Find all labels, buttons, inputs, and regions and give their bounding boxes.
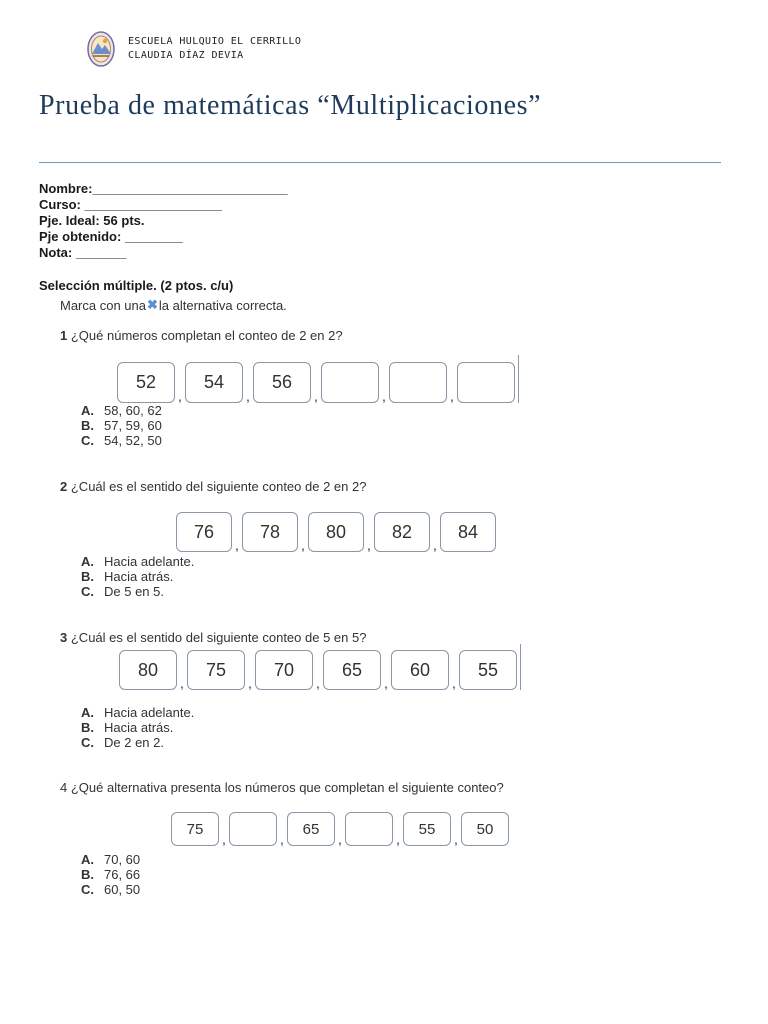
question-text: ¿Cuál es el sentido del siguiente conteo de 5 en 5? (70, 630, 367, 645)
options-2 (81, 554, 194, 599)
sequence-blank-box[interactable] (457, 362, 515, 403)
comma: , (433, 537, 437, 553)
question-number: 3 (60, 630, 68, 645)
instruction (60, 297, 287, 313)
option-b[interactable] (81, 720, 194, 735)
comma: , (301, 537, 305, 553)
question-number: 2 (60, 479, 68, 494)
option-c[interactable] (81, 584, 194, 599)
sequence-box: 65 (323, 650, 381, 690)
field-puntaje-ideal: Pje. Ideal: 56 pts. (39, 213, 145, 228)
option-text: 70, 60 (104, 852, 141, 867)
option-c[interactable] (81, 882, 140, 897)
school-logo-icon (86, 30, 116, 68)
number-sequence (176, 510, 496, 552)
sequence-box: 65 (287, 812, 335, 846)
option-text: Hacia adelante. (104, 705, 195, 720)
comma: , (246, 388, 250, 404)
option-a[interactable] (81, 705, 194, 720)
option-text: Hacia atrás. (104, 569, 174, 584)
option-letter: C. (81, 882, 94, 897)
instruction-text-before: Marca con una (60, 297, 146, 313)
number-sequence (171, 810, 509, 846)
field-curso[interactable]: Curso: ___________________ (39, 197, 222, 212)
field-puntaje-obtenido[interactable]: Pje obtenido: ________ (39, 229, 183, 244)
title-divider (39, 162, 721, 163)
question-number: 4 (60, 780, 68, 795)
option-a[interactable] (81, 852, 140, 867)
question-text: ¿Cuál es el sentido del siguiente conteo de 2 en 2? (70, 479, 367, 494)
comma: , (338, 831, 342, 847)
comma: , (452, 675, 456, 691)
option-b[interactable] (81, 867, 140, 882)
comma: , (396, 831, 400, 847)
question-2 (60, 479, 366, 494)
field-nota[interactable]: Nota: _______ (39, 245, 127, 260)
option-letter: B. (81, 867, 94, 882)
sequence-box: 75 (187, 650, 245, 690)
number-sequence (119, 644, 521, 690)
sequence-blank-box[interactable] (229, 812, 277, 846)
option-text: 57, 59, 60 (104, 418, 162, 433)
option-text: De 2 en 2. (104, 735, 164, 750)
number-sequence (117, 355, 519, 403)
field-nombre[interactable]: Nombre:___________________________ (39, 181, 288, 196)
question-number: 1 (60, 328, 68, 343)
comma: , (178, 388, 182, 404)
comma: , (314, 388, 318, 404)
sequence-box: 78 (242, 512, 298, 552)
option-letter: A. (81, 403, 94, 418)
option-letter: C. (81, 584, 94, 599)
options-1 (81, 403, 162, 448)
option-b[interactable] (81, 569, 194, 584)
sequence-box: 70 (255, 650, 313, 690)
section-title: Selección múltiple. (2 ptos. c/u) (39, 278, 234, 293)
sequence-blank-box[interactable] (345, 812, 393, 846)
comma: , (382, 388, 386, 404)
sequence-box: 82 (374, 512, 430, 552)
sequence-box: 56 (253, 362, 311, 403)
option-c[interactable] (81, 433, 162, 448)
comma: , (384, 675, 388, 691)
sequence-box: 75 (171, 812, 219, 846)
comma: , (367, 537, 371, 553)
option-letter: A. (81, 705, 94, 720)
option-letter: B. (81, 720, 94, 735)
comma: , (235, 537, 239, 553)
student-fields (39, 181, 288, 261)
teacher-name: CLAUDIA DÍAZ DEVIA (128, 50, 244, 61)
comma: , (450, 388, 454, 404)
comma: , (180, 675, 184, 691)
sequence-box: 60 (391, 650, 449, 690)
sequence-box: 80 (308, 512, 364, 552)
options-3 (81, 705, 194, 750)
option-text: 54, 52, 50 (104, 433, 162, 448)
school-header (86, 30, 301, 68)
question-text: ¿Qué alternativa presenta los números que completan el siguiente conteo? (70, 780, 504, 795)
comma: , (222, 831, 226, 847)
sequence-box: 76 (176, 512, 232, 552)
option-a[interactable] (81, 403, 162, 418)
option-letter: B. (81, 569, 94, 584)
sequence-box: 80 (119, 650, 177, 690)
page-title: Prueba de matemáticas “Multiplicaciones” (39, 90, 542, 121)
sequence-box: 84 (440, 512, 496, 552)
sequence-box: 55 (459, 650, 517, 690)
option-text: Hacia adelante. (104, 554, 195, 569)
comma: , (454, 831, 458, 847)
option-letter: A. (81, 852, 94, 867)
option-b[interactable] (81, 418, 162, 433)
sequence-blank-box[interactable] (389, 362, 447, 403)
options-4 (81, 852, 140, 897)
sequence-blank-box[interactable] (321, 362, 379, 403)
question-4 (60, 780, 504, 795)
comma: , (248, 675, 252, 691)
option-letter: B. (81, 418, 94, 433)
x-mark-icon: ✖ (147, 297, 158, 312)
option-c[interactable] (81, 735, 194, 750)
option-text: Hacia atrás. (104, 720, 174, 735)
sequence-box: 52 (117, 362, 175, 403)
school-name: ESCUELA HULQUIO EL CERRILLO (128, 36, 302, 47)
sequence-box: 54 (185, 362, 243, 403)
instruction-text-after: la alternativa correcta. (158, 297, 287, 313)
comma: , (280, 831, 284, 847)
question-3 (60, 630, 366, 645)
question-text: ¿Qué números completan el conteo de 2 en 2? (70, 328, 343, 343)
option-text: De 5 en 5. (104, 584, 164, 599)
question-1 (60, 328, 343, 343)
option-text: 76, 66 (104, 867, 141, 882)
option-letter: A. (81, 554, 94, 569)
sequence-box: 55 (403, 812, 451, 846)
option-letter: C. (81, 433, 94, 448)
option-text: 60, 50 (104, 882, 141, 897)
option-a[interactable] (81, 554, 194, 569)
option-text: 58, 60, 62 (104, 403, 162, 418)
comma: , (316, 675, 320, 691)
option-letter: C. (81, 735, 94, 750)
sequence-box: 50 (461, 812, 509, 846)
